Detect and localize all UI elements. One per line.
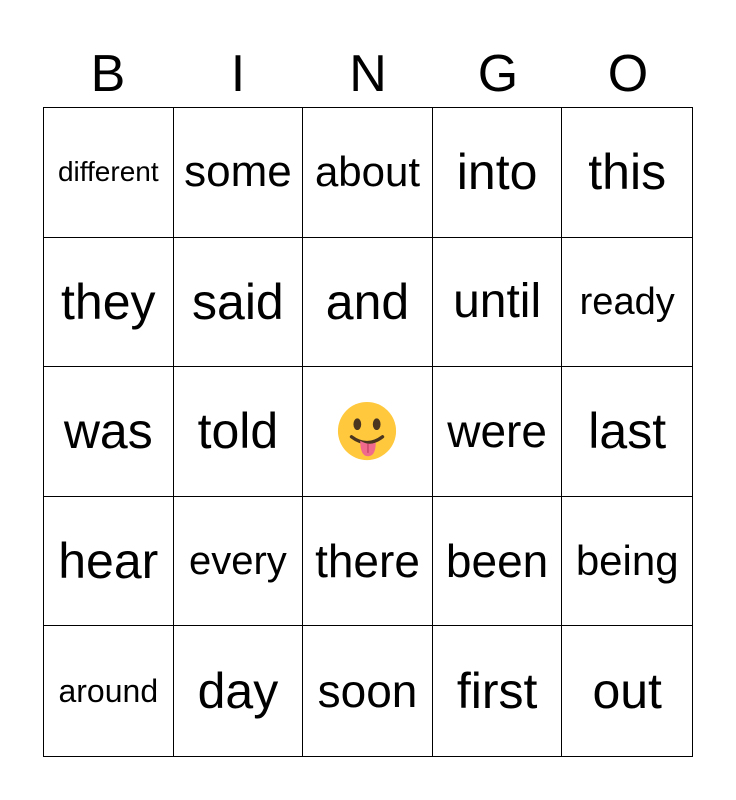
bingo-cell-word: been <box>445 535 549 588</box>
bingo-cell[interactable] <box>174 497 304 627</box>
bingo-cell[interactable] <box>303 626 433 756</box>
bingo-cell-word: day <box>197 663 279 720</box>
bingo-cell-word: ready <box>579 280 675 323</box>
bingo-cell[interactable] <box>433 367 563 497</box>
bingo-cell[interactable] <box>44 108 174 238</box>
bingo-cell-word: into <box>456 144 538 201</box>
bingo-cell-word: being <box>575 537 679 585</box>
bingo-cell[interactable] <box>174 367 304 497</box>
bingo-cell-word: told <box>197 403 279 460</box>
bingo-cell[interactable] <box>303 238 433 368</box>
bingo-cell-word: soon <box>317 665 418 718</box>
bingo-cell[interactable] <box>562 238 692 368</box>
bingo-cell-word: different <box>57 156 159 188</box>
bingo-cell[interactable] <box>44 626 174 756</box>
bingo-cell-word: this <box>588 144 667 201</box>
bingo-header <box>43 40 693 108</box>
header-letter-n: N <box>349 45 387 103</box>
bingo-cell-free-space[interactable] <box>303 367 433 497</box>
bingo-cell[interactable] <box>174 108 304 238</box>
bingo-cell[interactable] <box>303 108 433 238</box>
bingo-cell-word: were <box>447 405 547 458</box>
bingo-cell[interactable] <box>433 238 563 368</box>
bingo-board <box>43 107 693 757</box>
face-with-tongue-icon <box>336 400 398 462</box>
header-letter-i: I <box>230 45 246 103</box>
bingo-cell-word: they <box>61 273 156 330</box>
bingo-cell-word: every <box>188 539 287 584</box>
bingo-cell[interactable] <box>562 497 692 627</box>
bingo-cell[interactable] <box>44 238 174 368</box>
header-letter-o: O <box>607 45 649 103</box>
bingo-cell-word: about <box>314 148 421 196</box>
bingo-cell-word: said <box>192 273 284 330</box>
bingo-cell-word: hear <box>58 533 159 590</box>
bingo-cell[interactable] <box>562 367 692 497</box>
bingo-cell[interactable] <box>44 497 174 627</box>
bingo-cell-word: and <box>325 273 410 330</box>
bingo-cell[interactable] <box>433 497 563 627</box>
bingo-cell[interactable] <box>303 497 433 627</box>
bingo-cell[interactable] <box>174 626 304 756</box>
bingo-cell[interactable] <box>562 626 692 756</box>
bingo-cell[interactable] <box>433 108 563 238</box>
bingo-cell[interactable] <box>562 108 692 238</box>
bingo-cell-word: last <box>588 403 667 460</box>
bingo-cell[interactable] <box>433 626 563 756</box>
bingo-cell[interactable] <box>174 238 304 368</box>
header-letter-g: G <box>477 45 519 103</box>
header-letter-b: B <box>90 45 126 103</box>
bingo-cell[interactable] <box>44 367 174 497</box>
bingo-cell-word: some <box>184 147 292 197</box>
bingo-cell-word: until <box>453 274 542 328</box>
bingo-cell-word: there <box>315 535 420 588</box>
bingo-cell-word: around <box>58 673 159 710</box>
bingo-cell-word: was <box>63 403 153 460</box>
bingo-cell-word: first <box>456 663 538 720</box>
bingo-cell-word: out <box>592 663 662 720</box>
